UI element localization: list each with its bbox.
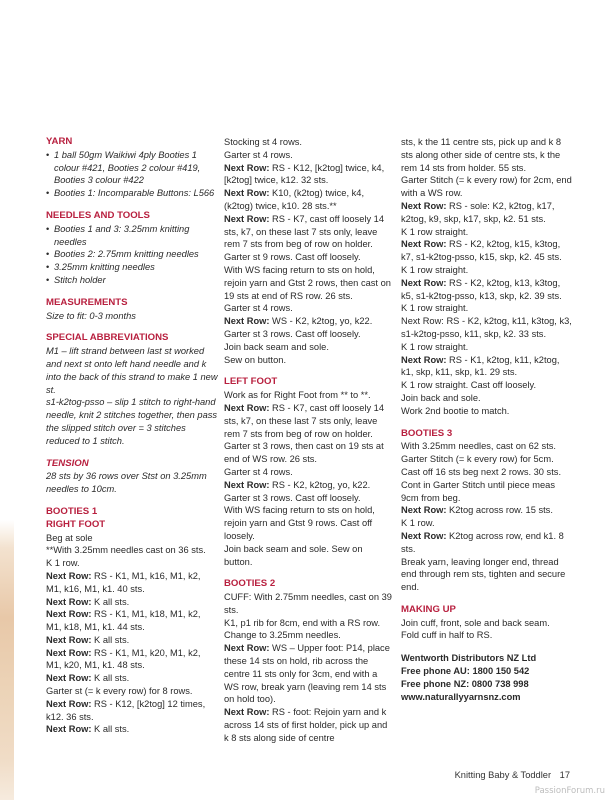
instruction-line bbox=[224, 328, 392, 341]
instruction-line bbox=[224, 706, 392, 744]
row-text: Sew on button. bbox=[224, 354, 287, 365]
instruction-line bbox=[224, 251, 392, 264]
row-label: Next Row: bbox=[46, 609, 92, 620]
instruction-line bbox=[224, 136, 392, 149]
row-text: Next Row: RS - K2, k2tog, k11, k3tog, k3, s1-k2tog-psso, k11, skp, k2. 33 sts. bbox=[401, 316, 572, 339]
row-label: Next Row: bbox=[401, 200, 447, 211]
booties3-heading: BOOTIES 3 bbox=[401, 427, 453, 439]
row-text: Garter st 4 rows. bbox=[224, 303, 293, 314]
instruction-line bbox=[401, 264, 573, 277]
distributor-phone-nz: Free phone NZ: 0800 738 998 bbox=[401, 678, 529, 689]
needles-item: • Booties 1 and 3: 3.25mm knitting needles bbox=[46, 223, 218, 249]
row-text: RS - sole: K2, k2tog, k17, k2tog, k9, skp, k17, skp, k2. 51 sts. bbox=[401, 200, 555, 224]
row-text: Cast off 16 sts beg next 2 rows. 30 sts. bbox=[401, 466, 562, 477]
row-text: K2tog across row, end k1. 8 sts. bbox=[401, 530, 564, 554]
row-text: RS - foot: Rejoin yarn and k across 14 sts of first holder, pick up and k 8 sts along side of centre bbox=[224, 707, 388, 743]
column-1 bbox=[46, 136, 218, 736]
row-label: Next Row: bbox=[224, 479, 270, 490]
row-label: Next Row: bbox=[224, 402, 270, 413]
page-footer bbox=[440, 770, 570, 780]
instruction-line bbox=[46, 634, 218, 647]
row-text: K all sts. bbox=[91, 634, 130, 645]
row-text: With WS facing return to sts on hold, rejoin yarn and Gtst 9 rows. Cast off loosely. bbox=[224, 505, 375, 541]
instruction-line bbox=[46, 570, 218, 596]
row-text: Join back and sole. bbox=[401, 392, 481, 403]
instruction-line bbox=[224, 479, 392, 492]
row-text: Garter Stitch (= k every row) for 5cm. bbox=[401, 454, 554, 465]
instruction-line bbox=[224, 264, 392, 302]
row-label: Next Row: bbox=[46, 570, 92, 581]
row-text: WS - K2, k2tog, yo, k22. bbox=[269, 316, 373, 327]
instruction-line bbox=[224, 543, 392, 569]
instruction-line bbox=[46, 698, 218, 724]
row-label: Next Row: bbox=[46, 596, 92, 607]
row-text: CUFF: With 2.75mm needles, cast on 39 sts. bbox=[224, 592, 392, 615]
row-text: K10, (k2tog) twice, k4, (k2tog) twice, k10. 28 sts.** bbox=[224, 188, 365, 211]
instruction-line bbox=[46, 544, 218, 557]
row-text: Work as for Right Foot from ** to **. bbox=[224, 390, 371, 401]
needles-heading: NEEDLES AND TOOLS bbox=[46, 209, 150, 221]
page-number: 17 bbox=[559, 770, 570, 780]
row-text: K 1 row straight. bbox=[401, 264, 469, 275]
row-text: Break yarn, leaving longer end, thread end through rem sts, tighten and secure end. bbox=[401, 556, 566, 593]
row-text: RS - K1, M1, k20, M1, k2, M1, k20, M1, k1. 48 sts. bbox=[46, 647, 201, 671]
instruction-line bbox=[224, 302, 392, 315]
instruction-line bbox=[224, 341, 392, 354]
instruction-line bbox=[46, 557, 218, 570]
row-text: K all sts. bbox=[91, 596, 130, 607]
instruction-line bbox=[401, 556, 573, 594]
row-text: With WS facing return to sts on hold, rejoin yarn and Gtst 2 rows, then cast on 19 sts at end of RS row. 26 sts. bbox=[224, 264, 391, 301]
instruction-line bbox=[46, 672, 218, 685]
instruction-line bbox=[224, 617, 392, 630]
row-text: Work 2nd bootie to match. bbox=[401, 405, 510, 416]
instruction-line bbox=[401, 466, 573, 479]
yarn-list bbox=[46, 149, 218, 200]
needles-list bbox=[46, 223, 218, 287]
distributor-phone-au: Free phone AU: 1800 150 542 bbox=[401, 666, 530, 677]
instruction-line bbox=[401, 302, 573, 315]
row-text: Join back seam and sole. Sew on button. bbox=[224, 543, 363, 567]
magazine-title: Knitting Baby & Toddler bbox=[454, 770, 552, 780]
instruction-line bbox=[401, 440, 573, 453]
instruction-line bbox=[401, 379, 573, 392]
row-label: Next Row: bbox=[46, 673, 92, 684]
instruction-line bbox=[224, 187, 392, 213]
row-label: Next Row: bbox=[46, 647, 92, 658]
row-text: Garter Stitch (= k every row) for 2cm, end with a WS row. bbox=[401, 175, 572, 199]
instruction-line bbox=[46, 608, 218, 634]
instruction-line bbox=[224, 315, 392, 328]
row-text: sts, k the 11 centre sts, pick up and k 8 sts along other side of centre sts, k the rem 14 sts from holder. 55 sts. bbox=[401, 137, 562, 173]
row-text: Beg at sole bbox=[46, 532, 93, 543]
right-foot-continued bbox=[224, 136, 392, 366]
booties2-continued bbox=[401, 136, 573, 418]
row-text: RS - K1, M1, k16, M1, k2, M1, k16, M1, k1. 40 sts. bbox=[46, 570, 201, 594]
row-label: Next Row: bbox=[224, 707, 270, 718]
watermark: PassionForum.ru bbox=[534, 786, 605, 796]
instruction-line bbox=[224, 629, 392, 642]
abbreviation-s1k2togpsso: s1-k2tog-psso – slip 1 stitch to right-hand needle, knit 2 stitches together, then pass the slipped stitch over = 3 stitches reduced to 1 stitch. bbox=[46, 397, 218, 446]
row-label: Next Row: bbox=[224, 188, 270, 199]
yarn-item: • 1 ball 50gm Waikiwi 4ply Booties 1 colour #421, Booties 2 colour #419, Booties 3 colour #422 bbox=[46, 149, 218, 187]
abbreviation-m1: M1 – lift strand between last st worked and next st onto left hand needle and k into the back of this strand to make 1 new st. bbox=[46, 346, 218, 395]
wood-background-strip bbox=[0, 520, 14, 800]
row-label: Next Row: bbox=[401, 505, 447, 516]
row-label: Next Row: bbox=[401, 239, 447, 250]
instruction-line bbox=[401, 277, 573, 303]
row-label: Next Row: bbox=[401, 277, 447, 288]
row-text: K 1 row straight. bbox=[401, 226, 469, 237]
instruction-line bbox=[401, 226, 573, 239]
abbreviations-heading: SPECIAL ABBREVIATIONS bbox=[46, 332, 169, 344]
instruction-line bbox=[401, 504, 573, 517]
instruction-line bbox=[401, 405, 573, 418]
row-text: K2tog across row. 15 sts. bbox=[446, 505, 553, 516]
distributor-website: www.naturallyyarnsnz.com bbox=[401, 691, 521, 702]
booties3-instructions bbox=[401, 440, 573, 594]
instruction-line bbox=[401, 315, 573, 341]
instruction-line bbox=[224, 389, 392, 402]
row-text: K 1 row. bbox=[401, 518, 435, 529]
row-text: Change to 3.25mm needles. bbox=[224, 630, 341, 641]
row-text: K all sts. bbox=[91, 724, 130, 735]
instruction-line bbox=[46, 596, 218, 609]
left-foot-heading: LEFT FOOT bbox=[224, 376, 278, 388]
instruction-line bbox=[224, 466, 392, 479]
row-text: Garter st 4 rows. bbox=[224, 149, 293, 160]
row-text: RS - K1, M1, k18, M1, k2, M1, k18, M1, k1. 44 sts. bbox=[46, 609, 201, 633]
instruction-line bbox=[401, 174, 573, 200]
row-text: Garter st 9 rows. Cast off loosely. bbox=[224, 252, 361, 263]
tension-heading: TENSION bbox=[46, 457, 89, 469]
measurements-heading: MEASUREMENTS bbox=[46, 296, 128, 308]
right-foot-heading: RIGHT FOOT bbox=[46, 518, 106, 530]
row-text: K 1 row straight. Cast off loosely. bbox=[401, 380, 537, 391]
row-text: K 1 row. bbox=[46, 558, 80, 569]
instruction-line bbox=[401, 238, 573, 264]
row-label: Next Row: bbox=[401, 530, 447, 541]
booties1-heading: BOOTIES 1 bbox=[46, 505, 98, 517]
yarn-heading: YARN bbox=[46, 136, 73, 147]
left-foot-instructions bbox=[224, 389, 392, 568]
instruction-line bbox=[401, 453, 573, 466]
row-text: With 3.25mm needles, cast on 62 sts. bbox=[401, 441, 557, 452]
row-text: WS – Upper foot: P14, place these 14 sts on hold, rib across the centre 11 sts only for 3cm, end with a WS row, break yarn (leaving rem 14 sts on hold too). bbox=[224, 643, 390, 705]
distributor-name: Wentworth Distributors NZ Ltd bbox=[401, 653, 537, 664]
instruction-line bbox=[224, 591, 392, 617]
instruction-line bbox=[46, 532, 218, 545]
instruction-line bbox=[401, 392, 573, 405]
row-text: RS - K2, k2tog, k15, k3tog, k7, s1-k2tog-psso, k15, skp, k2. 45 sts. bbox=[401, 239, 562, 263]
instruction-line bbox=[224, 402, 392, 440]
instruction-line bbox=[224, 492, 392, 505]
row-text: Join back seam and sole. bbox=[224, 341, 329, 352]
row-text: K all sts. bbox=[91, 673, 130, 684]
instruction-line bbox=[224, 162, 392, 188]
instruction-line bbox=[401, 479, 573, 505]
booties2-instructions bbox=[224, 591, 392, 745]
row-text: RS - K7, cast off loosely 14 sts, k7, on these last 7 sts only, leave rem 7 sts from beg of row on holder. bbox=[224, 213, 385, 250]
column-2 bbox=[224, 136, 392, 745]
instruction-line bbox=[401, 200, 573, 226]
row-text: RS - K2, k2tog, yo, k22. bbox=[269, 479, 371, 490]
row-text: Garter st 3 rows. Cast off loosely. bbox=[224, 492, 361, 503]
booties2-heading: BOOTIES 2 bbox=[224, 578, 276, 590]
row-text: Cont in Garter Stitch until piece meas 9cm from beg. bbox=[401, 479, 555, 503]
instruction-line bbox=[224, 440, 392, 466]
row-text: RS - K2, k2tog, k13, k3tog, k5, s1-k2tog-psso, k13, skp, k2. 39 sts. bbox=[401, 277, 562, 301]
instruction-line bbox=[224, 213, 392, 251]
row-text: Garter st (= k every row) for 8 rows. bbox=[46, 686, 193, 697]
row-label: Next Row: bbox=[224, 316, 270, 327]
instruction-line bbox=[46, 723, 218, 736]
instruction-line bbox=[401, 517, 573, 530]
instruction-line bbox=[401, 341, 573, 354]
row-text: Stocking st 4 rows. bbox=[224, 137, 303, 147]
row-label: Next Row: bbox=[224, 643, 270, 654]
row-text: K1, p1 rib for 8cm, end with a RS row. bbox=[224, 617, 381, 628]
tension-text: 28 sts by 36 rows over Stst on 3.25mm needles to 10cm. bbox=[46, 471, 207, 495]
booties1-instructions bbox=[46, 532, 218, 737]
making-up-line: Fold cuff in half to RS. bbox=[401, 630, 493, 641]
yarn-item: • Booties 1: Incomparable Buttons: L566 bbox=[46, 187, 218, 200]
column-3 bbox=[401, 136, 573, 703]
row-text: **With 3.25mm needles cast on 36 sts. bbox=[46, 545, 206, 556]
row-text: Garter st 4 rows. bbox=[224, 466, 293, 477]
instruction-line bbox=[401, 354, 573, 380]
instruction-line bbox=[46, 685, 218, 698]
row-text: K 1 row straight. bbox=[401, 303, 469, 314]
row-label: Next Row: bbox=[46, 634, 92, 645]
row-text: RS - K7, cast off loosely 14 sts, k7, on these last 7 sts only, leave rem 7 sts from beg of row on holder. bbox=[224, 402, 385, 439]
instruction-line bbox=[224, 642, 392, 706]
row-text: RS - K12, [k2tog] 12 times, k12. 36 sts. bbox=[46, 698, 206, 722]
row-text: RS - K12, [k2tog] twice, k4, [k2tog] twice, k12. 32 sts. bbox=[224, 162, 385, 186]
instruction-line bbox=[224, 354, 392, 367]
row-label: Next Row: bbox=[224, 162, 270, 173]
instruction-line bbox=[46, 647, 218, 673]
row-label: Next Row: bbox=[46, 724, 92, 735]
making-up-line: Join cuff, front, sole and back seam. bbox=[401, 617, 550, 628]
row-text: Garter st 3 rows, then cast on 19 sts at end of WS row. 26 sts. bbox=[224, 441, 384, 465]
making-up-heading: MAKING UP bbox=[401, 603, 456, 615]
needles-item: • Booties 2: 2.75mm knitting needles bbox=[46, 248, 218, 261]
instruction-line bbox=[224, 504, 392, 542]
instruction-line bbox=[401, 530, 573, 556]
distributor-block bbox=[401, 652, 573, 703]
row-text: Garter st 3 rows. Cast off loosely. bbox=[224, 328, 361, 339]
row-text: K 1 row straight. bbox=[401, 341, 469, 352]
instruction-line bbox=[224, 149, 392, 162]
row-text: RS - K1, k2tog, k11, k2tog, k1, skp, k11, skp, k1. 29 sts. bbox=[401, 354, 560, 378]
measurements-text: Size to fit: 0-3 months bbox=[46, 310, 136, 321]
row-label: Next Row: bbox=[401, 354, 447, 365]
row-label: Next Row: bbox=[224, 213, 270, 224]
needles-item: • Stitch holder bbox=[46, 274, 218, 287]
instruction-line bbox=[401, 136, 573, 174]
row-label: Next Row: bbox=[46, 698, 92, 709]
needles-item: • 3.25mm knitting needles bbox=[46, 261, 218, 274]
